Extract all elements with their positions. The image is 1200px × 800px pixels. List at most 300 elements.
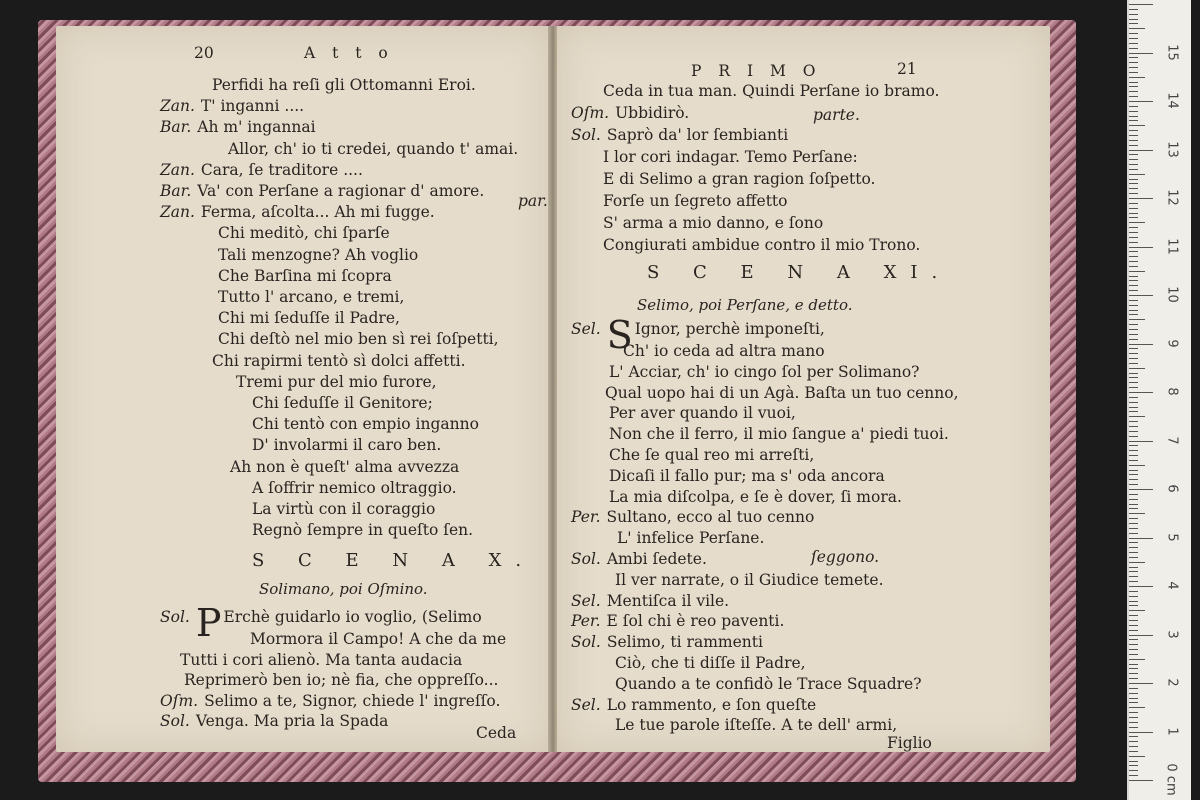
ruler-tick: [1129, 567, 1138, 568]
ruler-tick: [1129, 664, 1138, 665]
ruler-tick: [1129, 775, 1138, 776]
ruler-tick: [1129, 101, 1153, 102]
ruler-tick: [1129, 610, 1145, 611]
ruler-tick: [1129, 571, 1138, 572]
line-text: Erchè guidarlo io voglio, (Selimo: [223, 608, 482, 626]
ruler-tick: [1129, 193, 1138, 194]
speech-line: [571, 633, 763, 651]
speaker-tag: Per.: [571, 508, 601, 527]
speech-line: [160, 182, 484, 200]
ruler-tick: [1129, 552, 1138, 553]
ruler-tick: [1129, 470, 1138, 471]
ruler-tick: [1129, 82, 1138, 83]
ruler-tick: [1129, 513, 1145, 514]
drop-cap: P: [195, 601, 222, 645]
ruler-tick: [1129, 358, 1138, 359]
ruler-tick: [1129, 310, 1138, 311]
line-text: Non che il ferro, il mio ſangue a' piedi tuoi.: [609, 425, 949, 444]
speech-line: [603, 467, 885, 485]
speaker-tag: Zan.: [160, 203, 195, 222]
line-text: Ah non è queſt' alma avvezza: [230, 457, 460, 476]
speech-line: [599, 384, 959, 402]
ruler-tick: [1129, 198, 1153, 199]
speech-line: [603, 425, 949, 443]
line-text: Perfidi ha reſi gli Ottomanni Eroi.: [212, 76, 476, 94]
line-text: Forſe un ſegreto affetto: [603, 192, 788, 210]
ruler-tick: [1129, 688, 1138, 689]
ruler-tick: [1129, 416, 1145, 417]
ruler-tick: [1129, 295, 1153, 296]
ruler-tick: [1129, 659, 1145, 660]
ruler-tick: [1129, 431, 1138, 432]
ruler-tick: [1129, 169, 1138, 170]
speech-line: [617, 342, 825, 360]
line-text: Allor, ch' io ti credei, quando t' amai.: [228, 139, 519, 158]
speech-line: [571, 612, 784, 630]
ruler-tick: [1129, 698, 1138, 699]
speaker-tag: Zan.: [160, 160, 195, 179]
ruler-tick: [1129, 329, 1138, 330]
ruler-tick: [1129, 314, 1138, 315]
speech-line: [603, 404, 796, 422]
ruler-tick: [1129, 14, 1138, 15]
ruler-tick: [1129, 780, 1153, 781]
ruler-number: 13: [1164, 140, 1180, 158]
ruler-tick: [1129, 154, 1138, 155]
speech-line: [212, 267, 392, 285]
speech-line: [212, 288, 404, 306]
line-text: T' inganni ....: [200, 97, 305, 116]
ruler-tick: [1129, 639, 1138, 640]
line-text: Tali menzogne? Ah voglio: [218, 245, 419, 264]
speech-line: [246, 521, 473, 539]
ruler-tick: [1129, 377, 1138, 378]
ruler-tick: [1129, 319, 1145, 320]
speaker-tag: Per.: [571, 612, 601, 631]
line-text: Che ſe qual reo mi arreſti,: [609, 446, 815, 464]
ruler-tick: [1129, 707, 1145, 708]
scene-heading: S C E N A XI.: [647, 262, 952, 283]
ruler-tick: [1129, 256, 1138, 257]
ruler-tick: [1129, 96, 1138, 97]
line-text: Tremi pur del mio furore,: [236, 372, 437, 391]
ruler-tick: [1129, 465, 1145, 466]
ruler-tick: [1129, 382, 1138, 383]
speech-line: [244, 630, 506, 648]
speaker-tag: Sel.: [571, 320, 601, 338]
ruler-tick: [1129, 183, 1138, 184]
ruler-tick: [1129, 479, 1138, 480]
line-text: Ah m' ingannai: [197, 118, 316, 137]
line-text: Lo rammento, e ſon queſte: [606, 695, 817, 714]
catchword: Ceda: [476, 724, 517, 742]
line-text: D' involarmi il caro ben.: [252, 436, 442, 455]
ruler-tick: [1129, 237, 1138, 238]
left-page: [56, 26, 550, 752]
ruler-tick: [1129, 387, 1138, 388]
speech-line: [212, 246, 418, 264]
ruler-tick: [1129, 276, 1138, 277]
ruler-number: 6: [1164, 484, 1180, 493]
speech-line: [178, 671, 498, 689]
ruler-tick: [1129, 28, 1145, 29]
speech-line: [597, 170, 875, 188]
speech-line: [212, 330, 499, 348]
ruler-tick: [1129, 217, 1138, 218]
ruler-tick: [1129, 353, 1138, 354]
ruler-tick: [1129, 557, 1138, 558]
ruler-tick: [1129, 300, 1138, 301]
line-text: Ignor, perchè imponeſti,: [634, 320, 825, 338]
ruler-tick: [1129, 23, 1138, 24]
ruler-tick: [1129, 411, 1138, 412]
speaker-tag: Sol.: [571, 126, 601, 144]
speech-line: [246, 415, 479, 433]
ruler-tick: [1129, 562, 1145, 563]
ruler-tick: [1129, 164, 1138, 165]
line-text: Chi rapirmi tentò sì dolci affetti.: [212, 351, 466, 370]
ruler-tick: [1129, 436, 1138, 437]
ruler-tick: [1129, 77, 1145, 78]
speaker-tag: Sol.: [160, 608, 190, 626]
ruler-tick: [1129, 91, 1138, 92]
ruler-tick: [1129, 450, 1138, 451]
line-text: Regnò ſempre in queſto ſen.: [252, 521, 474, 540]
line-text: Qual uopo hai di un Agà. Baſta un tuo cenno,: [605, 383, 959, 402]
ruler-tick: [1129, 106, 1138, 107]
speech-line: [160, 97, 304, 115]
ruler-tick: [1129, 140, 1138, 141]
ruler-tick: [1129, 683, 1153, 684]
ruler-number: 9: [1164, 338, 1180, 348]
line-text: Va' con Perſane a ragionar d' amore.: [197, 182, 485, 200]
ruler-tick: [1129, 421, 1138, 422]
speech-line: [603, 363, 919, 381]
ruler-tick: [1129, 9, 1138, 10]
ruler-tick: [1129, 339, 1138, 340]
speech-line: [609, 654, 806, 672]
ruler-number: 12: [1164, 189, 1180, 206]
line-text: Che Barſina mi ſcopra: [218, 266, 392, 285]
ruler-tick: [1129, 765, 1138, 766]
running-head: A t t o: [304, 44, 394, 62]
ruler-tick: [1129, 601, 1138, 602]
ruler-number: 15: [1164, 43, 1180, 61]
ruler-tick: [1129, 251, 1138, 252]
ruler-tick: [1129, 348, 1138, 349]
ruler-tick: [1129, 363, 1138, 364]
ruler-tick: [1129, 441, 1153, 442]
ruler-tick: [1129, 43, 1138, 44]
ruler-tick: [1129, 53, 1153, 54]
ruler-tick: [1129, 596, 1138, 597]
ruler-tick: [1129, 232, 1138, 233]
speech-line: [597, 192, 788, 210]
ruler-tick: [1129, 727, 1138, 728]
ruler-tick: [1129, 770, 1138, 771]
speech-line: [609, 716, 897, 734]
speech-line: [206, 352, 466, 370]
ruler-number: 10: [1164, 286, 1180, 303]
ruler-tick: [1129, 120, 1138, 121]
line-text: Ubbidirò.: [615, 104, 690, 122]
speech-line: [246, 500, 435, 518]
measurement-ruler: [1127, 0, 1191, 800]
speech-line: [160, 161, 363, 179]
ruler-tick: [1129, 266, 1138, 267]
ruler-tick: [1129, 203, 1138, 204]
line-text: Quando a te confidò le Trace Squadre?: [615, 674, 922, 693]
speech-line: [246, 394, 433, 412]
line-text: S' arma a mio danno, e ſono: [603, 214, 824, 232]
line-text: L' infelice Perſane.: [617, 529, 765, 548]
ruler-tick: [1129, 489, 1153, 490]
scene-persons: Selimo, poi Perſane, e detto.: [637, 296, 853, 314]
line-text: Selimo, ti rammenti: [606, 633, 763, 652]
ruler-tick: [1129, 397, 1138, 398]
ruler-tick: [1129, 86, 1138, 87]
line-text: Il ver narrate, o il Giudice temete.: [615, 570, 884, 589]
ruler-tick: [1129, 635, 1153, 636]
line-text: Per aver quando il vuoi,: [609, 404, 796, 423]
ruler-tick: [1129, 678, 1138, 679]
ruler-tick: [1129, 111, 1138, 112]
ruler-tick: [1129, 247, 1153, 248]
ruler-number: 8: [1164, 387, 1180, 396]
ruler-tick: [1129, 630, 1138, 631]
ruler-tick: [1129, 130, 1138, 131]
ruler-number: 0 cm: [1163, 763, 1179, 796]
ruler-tick: [1129, 62, 1138, 63]
ruler-tick: [1129, 145, 1138, 146]
ruler-tick: [1129, 644, 1138, 645]
line-text: Saprò da' lor ſembianti: [606, 126, 789, 144]
line-text: Mentiſca il vile.: [606, 591, 730, 610]
ruler-tick: [1129, 518, 1138, 519]
ruler-tick: [1129, 179, 1138, 180]
speech-line: [222, 140, 518, 158]
ruler-number: 1: [1164, 726, 1180, 736]
ruler-tick: [1129, 38, 1138, 39]
line-text: Ciò, che ti diſſe il Padre,: [615, 654, 806, 672]
ruler-tick: [1129, 135, 1138, 136]
line-text: L' Acciar, ch' io cingo ſol per Solimano?: [609, 362, 920, 381]
ruler-tick: [1129, 649, 1138, 650]
ruler-tick: [1129, 586, 1153, 587]
ruler-tick: [1129, 615, 1138, 616]
line-text: Ch' io ceda ad altra mano: [623, 342, 825, 360]
speech-line: [603, 446, 814, 464]
line-text: Chi ſeduſſe il Genitore;: [252, 394, 433, 412]
speech-line: [603, 488, 902, 506]
page-number: 21: [897, 60, 917, 78]
ruler-tick: [1129, 736, 1138, 737]
page-number: 20: [194, 44, 214, 62]
line-text: La mia diſcolpa, e ſe è dover, ſi mora.: [609, 487, 902, 506]
line-text: Dicaſi il fallo pur; ma s' oda ancora: [609, 466, 885, 485]
ruler-tick: [1129, 334, 1138, 335]
ruler-tick: [1129, 261, 1138, 262]
ruler-tick: [1129, 67, 1138, 68]
scene-persons: Solimano, poi Oſmino.: [259, 580, 428, 598]
ruler-tick: [1129, 508, 1138, 509]
ruler-tick: [1129, 305, 1138, 306]
ruler-tick: [1129, 344, 1153, 345]
speech-line: [571, 508, 814, 526]
ruler-tick: [1129, 392, 1153, 393]
speaker-tag: Zan.: [160, 97, 195, 116]
scene-heading: S C E N A X.: [252, 550, 536, 571]
speaker-tag: Bar.: [160, 118, 192, 137]
ruler-tick: [1129, 188, 1138, 189]
ruler-tick: [1129, 407, 1138, 408]
ruler-tick: [1129, 712, 1138, 713]
ruler-tick: [1129, 504, 1138, 505]
ruler-tick: [1129, 528, 1138, 529]
running-head: P R I M O: [691, 62, 822, 80]
right-page: [557, 26, 1050, 752]
speech-line: [571, 550, 707, 568]
speech-line: [571, 696, 816, 714]
line-text: Chi mi ſeduſſe il Padre,: [218, 309, 400, 328]
speech-line: [246, 436, 441, 454]
ruler-number: 7: [1164, 435, 1180, 445]
ruler-tick: [1129, 57, 1138, 58]
line-text: E ſol chi è reo paventi.: [606, 612, 785, 631]
ruler-tick: [1129, 484, 1138, 485]
drop-cap: S: [606, 313, 633, 357]
ruler-tick: [1129, 673, 1138, 674]
ruler-tick: [1129, 324, 1138, 325]
ruler-tick: [1129, 499, 1138, 500]
ruler-tick: [1129, 538, 1153, 539]
ruler-tick: [1129, 116, 1138, 117]
speech-line: [597, 82, 939, 100]
ruler-tick: [1129, 426, 1138, 427]
ruler-number: 11: [1164, 237, 1180, 255]
ruler-tick: [1129, 654, 1138, 655]
ruler-tick: [1129, 455, 1138, 456]
ruler-tick: [1129, 285, 1138, 286]
line-text: Le tue parole iſteſſe. A te dell' armi,: [615, 716, 898, 735]
stage-direction: par.: [518, 192, 548, 210]
line-text: E di Selimo a gran ragion ſoſpetto.: [603, 170, 876, 188]
speaker-tag: Sel.: [571, 695, 601, 714]
ruler-tick: [1129, 271, 1145, 272]
ruler-tick: [1129, 290, 1138, 291]
ruler-tick: [1129, 702, 1138, 703]
line-text: Selimo a te, Signor, chiede l' ingreſſo.: [204, 691, 501, 710]
ruler-number: 2: [1164, 678, 1180, 687]
speech-line: [597, 236, 920, 254]
ruler-tick: [1129, 373, 1138, 374]
line-text: La virtù con il coraggio: [252, 500, 436, 518]
line-text: Ceda in tua man. Quindi Perſane io bramo.: [603, 82, 940, 100]
ruler-tick: [1129, 581, 1138, 582]
ruler-tick: [1129, 751, 1138, 752]
speech-line: [571, 126, 788, 144]
ruler-tick: [1129, 125, 1145, 126]
speaker-tag: Bar.: [160, 182, 192, 200]
speech-line: [230, 373, 437, 391]
stage-direction: parte.: [813, 106, 860, 124]
speaker-tag: Sol.: [571, 633, 601, 652]
ruler-tick: [1129, 460, 1138, 461]
line-text: Congiurati ambidue contro il mio Trono.: [603, 236, 921, 254]
ruler-tick: [1129, 746, 1138, 747]
speech-line: [597, 214, 823, 232]
ruler-tick: [1129, 159, 1138, 160]
line-text: Chi deſtò nel mio ben sì rei ſoſpetti,: [218, 330, 499, 349]
speech-line: [609, 571, 884, 589]
ruler-tick: [1129, 523, 1138, 524]
line-text: Ferma, aſcolta... Ah mi fugge.: [200, 203, 435, 222]
speech-line: [246, 479, 457, 497]
ruler-tick: [1129, 280, 1138, 281]
ruler-tick: [1129, 4, 1153, 5]
line-text: Reprimerò ben io; nè fia, che oppreſſo...: [184, 671, 499, 689]
ruler-tick: [1129, 576, 1138, 577]
ruler-tick: [1129, 625, 1138, 626]
ruler-tick: [1129, 756, 1145, 757]
ruler-number: 5: [1164, 532, 1180, 542]
ruler-tick: [1129, 732, 1153, 733]
speech-line: [174, 651, 462, 669]
speaker-tag: Oſm.: [160, 691, 199, 710]
speech-line: [611, 529, 764, 547]
ruler-tick: [1129, 605, 1138, 606]
ruler-tick: [1129, 474, 1138, 475]
speech-line: [609, 675, 922, 693]
speech-line: [571, 104, 689, 122]
ruler-tick: [1129, 19, 1138, 20]
line-text: Sultano, ecco al tuo cenno: [606, 508, 815, 527]
ruler-tick: [1129, 761, 1138, 762]
line-text: Venga. Ma pria la Spada: [195, 712, 389, 730]
speech-line: [212, 224, 390, 242]
ruler-tick: [1129, 33, 1138, 34]
ruler-tick: [1129, 368, 1145, 369]
line-text: Chi tentò con empio inganno: [252, 415, 479, 434]
ruler-tick: [1129, 494, 1138, 495]
line-text: Mormora il Campo! A che da me: [250, 630, 507, 648]
ruler-tick: [1129, 174, 1145, 175]
ruler-number: 14: [1164, 92, 1180, 109]
line-text: A ſoffrir nemico oltraggio.: [252, 478, 457, 497]
speaker-tag: Sol.: [160, 712, 190, 730]
speaker-tag: Oſm.: [571, 104, 610, 122]
speech-line: [224, 458, 459, 476]
ruler-tick: [1129, 48, 1138, 49]
ruler-tick: [1129, 72, 1138, 73]
ruler-tick: [1129, 741, 1138, 742]
ruler-number: 4: [1164, 581, 1180, 590]
speech-line: [160, 712, 388, 730]
ruler-tick: [1129, 620, 1138, 621]
line-text: Cara, ſe traditore ....: [200, 160, 363, 179]
ruler-tick: [1129, 402, 1138, 403]
line-text: Ambi ſedete.: [606, 550, 707, 568]
ruler-tick: [1129, 547, 1138, 548]
speech-line: [212, 309, 400, 327]
ruler-tick: [1129, 213, 1138, 214]
ruler-tick: [1129, 668, 1138, 669]
ruler-number: 3: [1164, 629, 1180, 639]
speech-line: [571, 592, 729, 610]
speech-line: [160, 203, 435, 221]
ruler-tick: [1129, 722, 1138, 723]
speaker-tag: Sel.: [571, 591, 601, 610]
